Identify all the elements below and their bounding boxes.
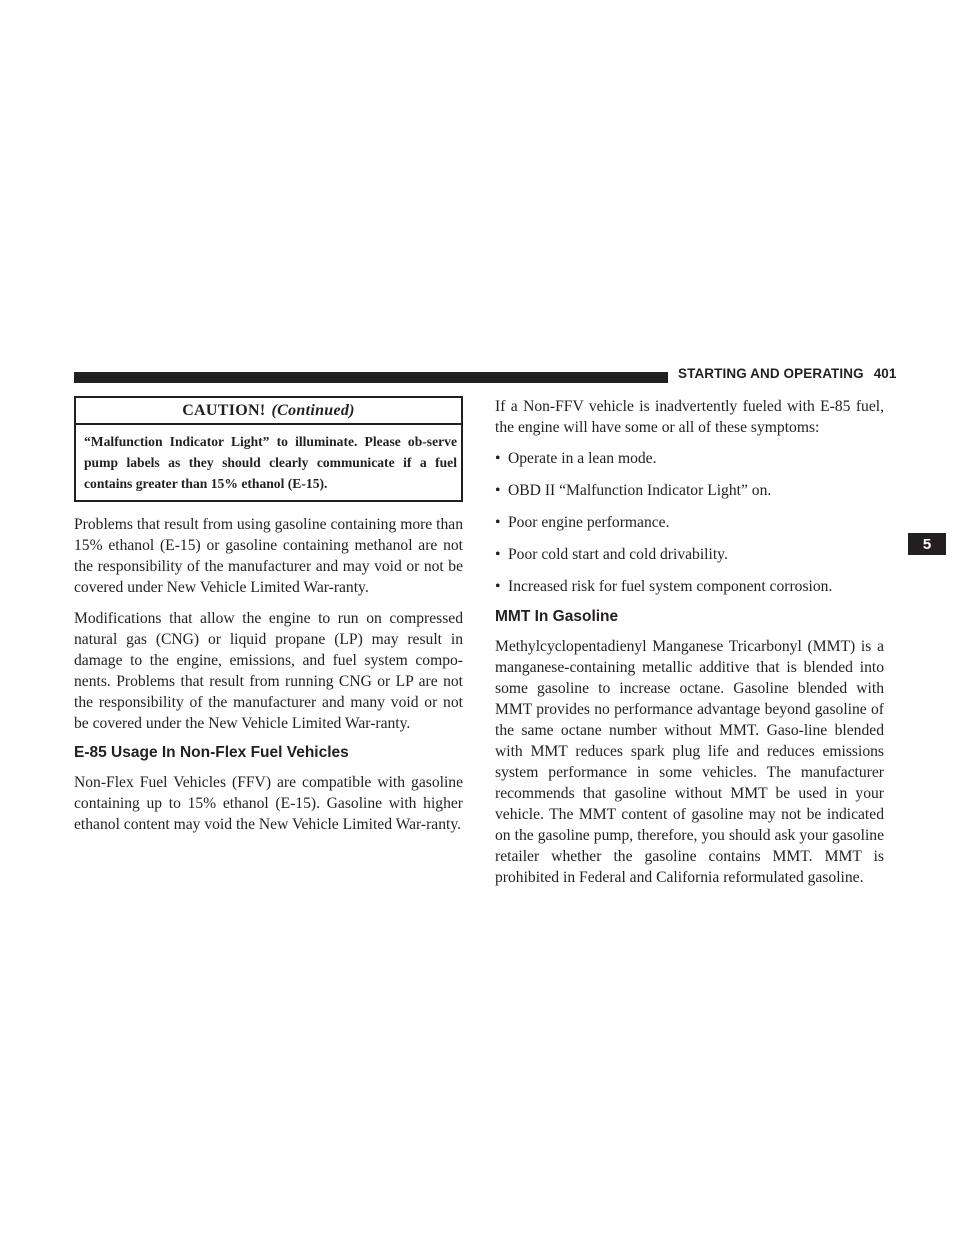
bullet-icon: • — [495, 450, 501, 467]
paragraph-e85: Non-Flex Fuel Vehicles (FFV) are compatible with gasoline containing up to 15% ethanol (E-15). Gasoline with higher ethanol content may void the New Vehicle Limited War-ranty. — [74, 774, 463, 833]
paragraph-cng-lp: Modifications that allow the engine to run on compressed natural gas (CNG) or liquid propane (LP) may result in damage to the engine, emissions, and fuel system compo-nents. Problems that result from running CNG or LP are not the responsibility of the manufacturer and many void or not be covered under the New Vehicle Limited War-ranty. — [74, 610, 463, 732]
bullet-icon: • — [495, 514, 501, 531]
list-item-text: OBD II “Malfunction Indicator Light” on. — [508, 482, 772, 499]
list-item-text: Poor cold start and cold drivability. — [508, 546, 728, 563]
list-item — [495, 480, 884, 501]
caution-title: CAUTION! — [182, 402, 266, 419]
list-item — [495, 544, 884, 565]
bullet-icon: • — [495, 546, 501, 563]
running-header — [678, 366, 897, 381]
right-column — [495, 396, 884, 898]
list-item — [495, 512, 884, 533]
symptom-list — [495, 448, 884, 597]
heading-mmt: MMT In Gasoline — [495, 608, 619, 625]
page-number: 401 — [873, 366, 897, 381]
caution-continued: (Continued) — [271, 402, 355, 419]
paragraph-e15-problems: Problems that result from using gasoline containing more than 15% ethanol (E-15) or gasoline containing methanol are not the responsibility of the manufacturer and may void or not be covered under New Vehicle Limited War-ranty. — [74, 516, 463, 596]
bullet-icon: • — [495, 578, 501, 595]
list-item — [495, 448, 884, 469]
list-item-text: Poor engine performance. — [508, 514, 670, 531]
caution-header — [76, 398, 461, 425]
section-title: STARTING AND OPERATING — [678, 366, 864, 381]
header-rule — [74, 372, 668, 383]
heading-e85-usage: E-85 Usage In Non-Flex Fuel Vehicles — [74, 744, 349, 761]
chapter-tab: 5 — [908, 533, 946, 555]
paragraph-non-ffv-intro: If a Non-FFV vehicle is inadvertently fueled with E-85 fuel, the engine will have some or all of these symptoms: — [495, 398, 884, 436]
bullet-icon: • — [495, 482, 501, 499]
list-item-text: Increased risk for fuel system component corrosion. — [508, 578, 833, 595]
left-column — [74, 396, 463, 845]
list-item-text: Operate in a lean mode. — [508, 450, 657, 467]
caution-box — [74, 396, 463, 502]
caution-text: “Malfunction Indicator Light” to illuminate. Please ob-serve pump labels as they should clearly communicate if a fuel contains greater than 15% ethanol (E-15). — [84, 434, 457, 491]
paragraph-mmt: Methylcyclopentadienyl Manganese Tricarbonyl (MMT) is a manganese-containing metallic additive that is blended into some gasoline to increase octane. Gasoline blended with MMT provides no performance advantage beyond gasoline of the same octane number without MMT. Gaso-line blended with MMT reduces spark plug life and reduces emissions system performance in some vehicles. The manufacturer recommends that gasoline without MMT be used in your vehicle. The MMT content of gasoline may not be indicated on the gasoline pump, therefore, you should ask your gasoline retailer whether the gasoline contains MMT. MMT is prohibited in Federal and California reformulated gasoline. — [495, 638, 884, 886]
list-item — [495, 576, 884, 597]
